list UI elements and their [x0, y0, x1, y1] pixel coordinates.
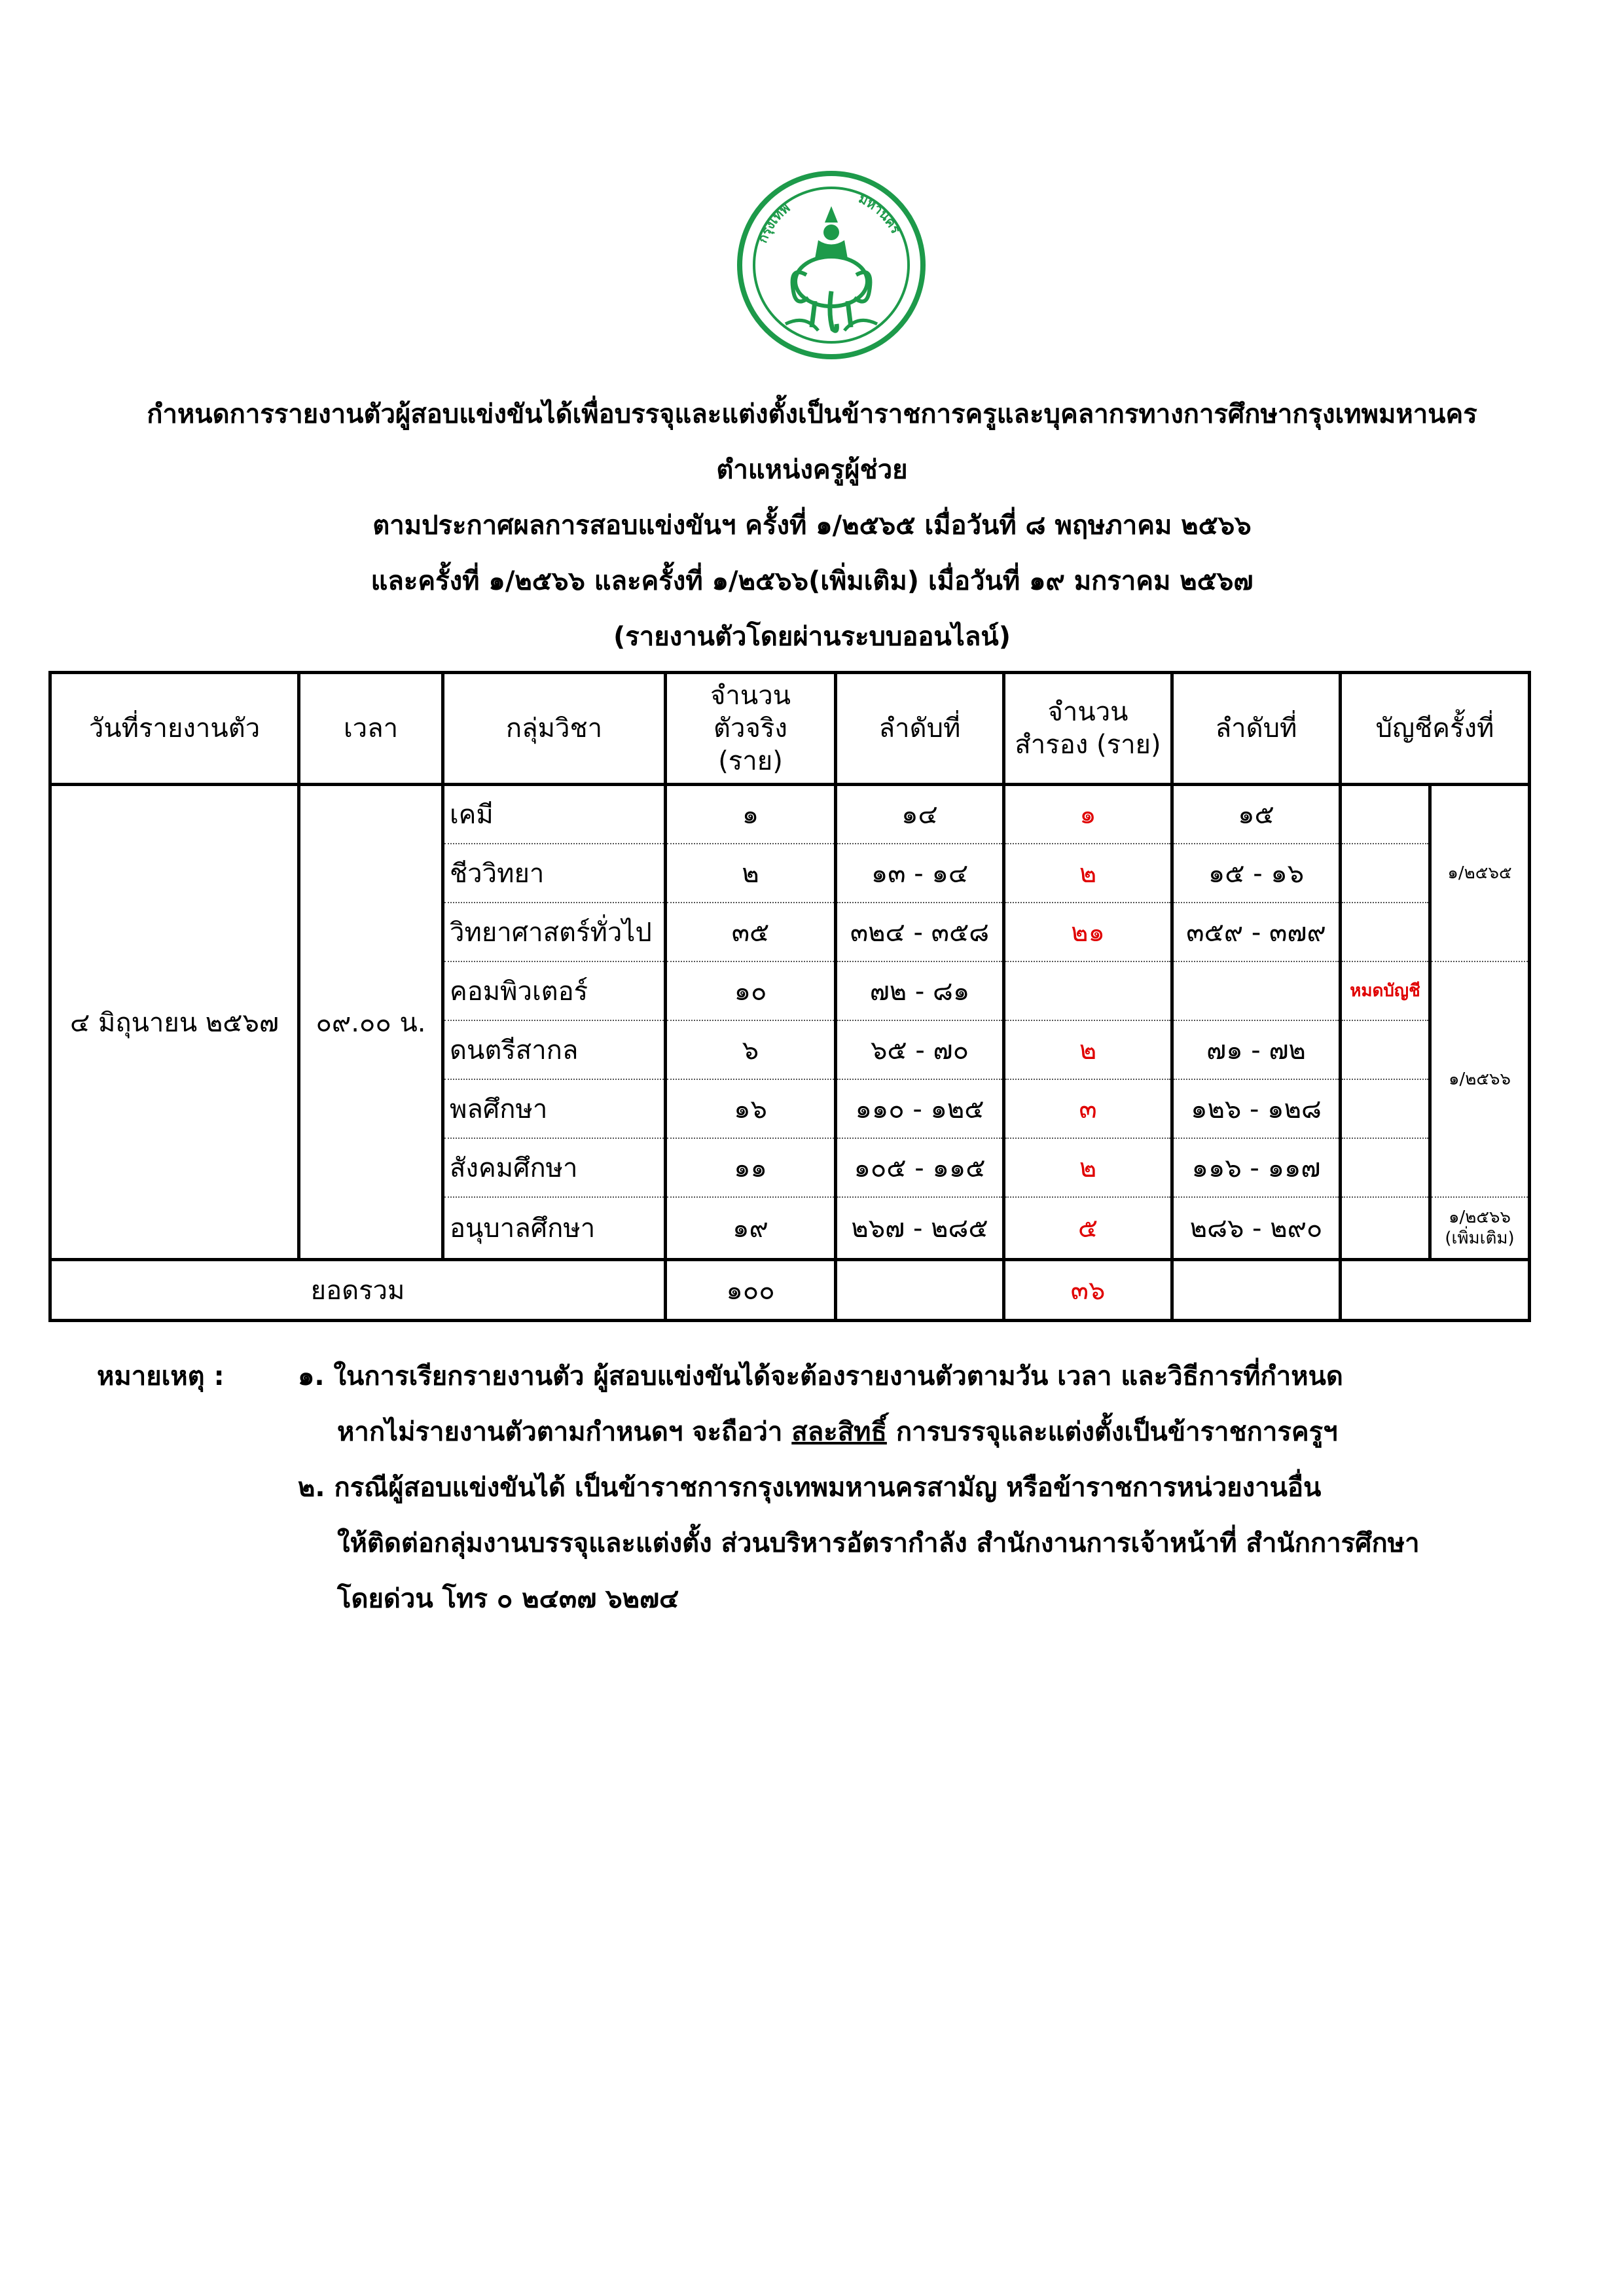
subject-cell: วิทยาศาสตร์ทั่วไป — [443, 903, 666, 961]
total-list-empty — [1341, 1260, 1530, 1321]
status-cell — [1341, 844, 1430, 903]
note-2-line-3: โดยด่วน โทร ๐ ๒๔๓๗ ๖๒๗๔ — [337, 1584, 679, 1614]
seal-icon — [733, 167, 929, 363]
actual-cell: ๑๖ — [666, 1079, 836, 1138]
status-cell — [1341, 1138, 1430, 1197]
svg-text:มหานคร — [856, 190, 904, 236]
reserve-cell: ๒ — [1004, 844, 1172, 903]
total-label: ยอดรวม — [50, 1260, 666, 1321]
subject-cell: พลศึกษา — [443, 1079, 666, 1138]
title-line-5: (รายงานตัวโดยผ่านระบบออนไลน์) — [613, 622, 1011, 652]
table-row — [50, 785, 1530, 844]
actual-cell: ๒ — [666, 844, 836, 903]
list-round-1: ๑/๒๕๖๕ — [1430, 785, 1530, 961]
reserve-cell: ๒ — [1004, 1138, 1172, 1197]
header-list-round: บัญชีครั้งที่ — [1341, 673, 1530, 785]
note-2-line-2: ให้ติดต่อกลุ่มงานบรรจุและแต่งตั้ง ส่วนบริหารอัตรากำลัง สำนักงานการเจ้าหน้าที่ สำนักการศึกษา — [337, 1528, 1420, 1558]
subject-cell: ชีววิทยา — [443, 844, 666, 903]
reserve-cell: ๓ — [1004, 1079, 1172, 1138]
forfeit-emphasis: สละสิทธิ์ — [791, 1417, 887, 1447]
header-date: วันที่รายงานตัว — [50, 673, 299, 785]
reserve-cell: ๒ — [1004, 1020, 1172, 1079]
title-line-4: และครั้งที่ ๑/๒๕๖๖ และครั้งที่ ๑/๒๕๖๖(เพิ่มเติม) เมื่อวันที่ ๑๙ มกราคม ๒๕๖๗ — [370, 566, 1254, 596]
status-cell: หมดบัญชี — [1341, 961, 1430, 1020]
rank-cell: ๑๓ - ๑๔ — [836, 844, 1004, 903]
actual-cell: ๑๙ — [666, 1197, 836, 1260]
actual-cell: ๖ — [666, 1020, 836, 1079]
total-row — [50, 1260, 1530, 1321]
reserve-cell: ๑ — [1004, 785, 1172, 844]
report-time: ๐๙.๐๐ น. — [299, 785, 443, 1260]
reserve-rank-cell: ๗๑ - ๗๒ — [1172, 1020, 1341, 1079]
reserve-rank-cell — [1172, 961, 1341, 1020]
reserve-cell: ๒๑ — [1004, 903, 1172, 961]
rank-cell: ๗๒ - ๘๑ — [836, 961, 1004, 1020]
status-cell — [1341, 1079, 1430, 1138]
header-reserve-count: จำนวน สำรอง (ราย) — [1004, 673, 1172, 785]
status-cell — [1341, 1197, 1430, 1260]
status-cell — [1341, 1020, 1430, 1079]
rank-cell: ๖๕ - ๗๐ — [836, 1020, 1004, 1079]
status-cell — [1341, 903, 1430, 961]
header-actual-count: จำนวน ตัวจริง (ราย) — [666, 673, 836, 785]
schedule-table — [48, 671, 1531, 1322]
reserve-cell — [1004, 961, 1172, 1020]
bangkok-seal-logo — [733, 167, 929, 363]
seal-text-left: กรุงเทพ — [754, 200, 793, 245]
notes-label: หมายเหตุ : — [97, 1361, 225, 1391]
list-round-2: ๑/๒๕๖๖ — [1430, 961, 1530, 1197]
reserve-rank-cell: ๒๘๖ - ๒๙๐ — [1172, 1197, 1341, 1260]
reserve-rank-cell: ๓๕๙ - ๓๗๙ — [1172, 903, 1341, 961]
subject-cell: คอมพิวเตอร์ — [443, 961, 666, 1020]
subject-cell: สังคมศึกษา — [443, 1138, 666, 1197]
seal-text-right: มหานคร — [856, 190, 904, 236]
title-line-1: กำหนดการรายงานตัวผู้สอบแข่งขันได้เพื่อบรรจุและแต่งตั้งเป็นข้าราชการครูและบุคลากรทางการศึกษากรุงเทพมหานคร — [147, 399, 1477, 429]
note-1-line-2: หากไม่รายงานตัวตามกำหนดฯ จะถือว่า สละสิทธิ์ การบรรจุและแต่งตั้งเป็นข้าราชการครูฯ — [337, 1417, 1338, 1447]
header-reserve-rank: ลำดับที่ — [1172, 673, 1341, 785]
rank-cell: ๑๔ — [836, 785, 1004, 844]
actual-cell: ๑๐ — [666, 961, 836, 1020]
header-rank: ลำดับที่ — [836, 673, 1004, 785]
title-line-2: ตำแหน่งครูผู้ช่วย — [716, 455, 908, 485]
reserve-cell: ๕ — [1004, 1197, 1172, 1260]
subject-cell: อนุบาลศึกษา — [443, 1197, 666, 1260]
rank-cell: ๓๒๔ - ๓๕๘ — [836, 903, 1004, 961]
actual-cell: ๑๑ — [666, 1138, 836, 1197]
note-2-line-1: ๒. กรณีผู้สอบแข่งขันได้ เป็นข้าราชการกรุงเทพมหานครสามัญ หรือข้าราชการหน่วยงานอื่น — [298, 1473, 1322, 1503]
list-round-3: ๑/๒๕๖๖ (เพิ่มเติม) — [1430, 1197, 1530, 1260]
table-header-row — [50, 673, 1530, 785]
header-subject: กลุ่มวิชา — [443, 673, 666, 785]
actual-cell: ๑ — [666, 785, 836, 844]
total-reserve-rank-empty — [1172, 1260, 1341, 1321]
rank-cell: ๑๐๕ - ๑๑๕ — [836, 1138, 1004, 1197]
reserve-rank-cell: ๑๕ - ๑๖ — [1172, 844, 1341, 903]
header-time: เวลา — [299, 673, 443, 785]
note-1-line-1: ๑. ในการเรียกรายงานตัว ผู้สอบแข่งขันได้จะต้องรายงานตัวตามวัน เวลา และวิธีการที่กำหนด — [298, 1361, 1343, 1391]
reserve-rank-cell: ๑๒๖ - ๑๒๘ — [1172, 1079, 1341, 1138]
subject-cell: เคมี — [443, 785, 666, 844]
total-reserve: ๓๖ — [1004, 1260, 1172, 1321]
title-line-3: ตามประกาศผลการสอบแข่งขันฯ ครั้งที่ ๑/๒๕๖๕ เมื่อวันที่ ๘ พฤษภาคม ๒๕๖๖ — [372, 511, 1252, 541]
status-cell — [1341, 785, 1430, 844]
reserve-rank-cell: ๑๕ — [1172, 785, 1341, 844]
rank-cell: ๒๖๗ - ๒๘๕ — [836, 1197, 1004, 1260]
total-actual: ๑๐๐ — [666, 1260, 836, 1321]
reserve-rank-cell: ๑๑๖ - ๑๑๗ — [1172, 1138, 1341, 1197]
rank-cell: ๑๑๐ - ๑๒๕ — [836, 1079, 1004, 1138]
subject-cell: ดนตรีสากล — [443, 1020, 666, 1079]
total-rank-empty — [836, 1260, 1004, 1321]
actual-cell: ๓๕ — [666, 903, 836, 961]
report-date: ๔ มิถุนายน ๒๕๖๗ — [50, 785, 299, 1260]
